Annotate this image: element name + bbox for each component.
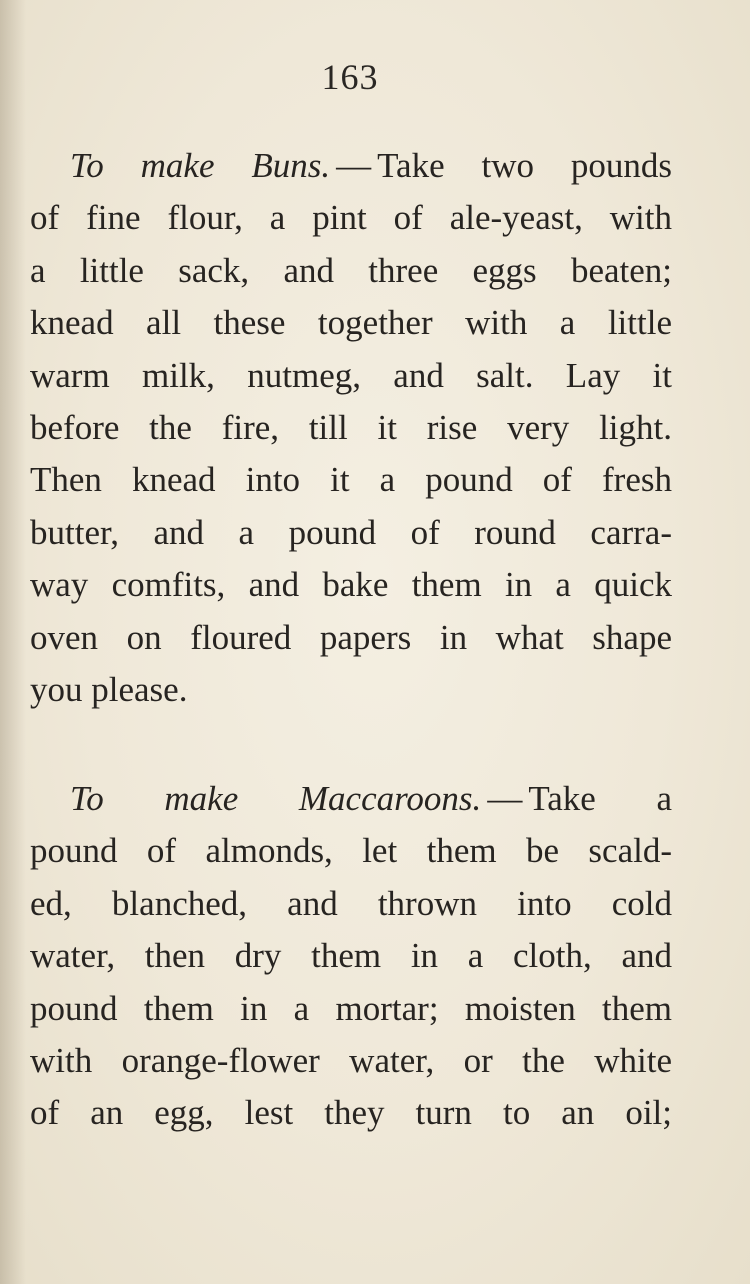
recipe-line: of an egg, lest they turn to an oil; xyxy=(30,1093,672,1133)
recipe-line: pound them in a mortar; moisten them xyxy=(30,988,672,1028)
page-number: 163 xyxy=(321,57,379,97)
recipe-line: butter, and a pound of round carra- xyxy=(30,512,672,552)
recipe-line: Then knead into it a pound of fresh xyxy=(30,460,672,500)
recipe-line: pound of almonds, let them be scald- xyxy=(30,831,672,871)
recipe-maccaroons xyxy=(30,773,672,1140)
recipe-line: a little sack, and three eggs beaten; xyxy=(30,250,672,290)
recipe-buns xyxy=(30,140,672,716)
recipe-line: you please. xyxy=(30,669,188,709)
em-dash: — xyxy=(336,146,372,185)
recipe-line: oven on floured papers in what shape xyxy=(30,617,672,657)
recipe-first-line xyxy=(30,773,672,825)
recipe-first-line xyxy=(30,140,672,192)
recipe-line: ed, blanched, and thrown into cold xyxy=(30,883,672,923)
em-dash: — xyxy=(487,779,523,818)
recipe-line: Take a xyxy=(528,779,672,818)
recipe-heading: To make Buns. xyxy=(70,146,331,185)
recipe-line: Take two pounds xyxy=(377,146,672,185)
recipe-line: with orange-flower water, or the white xyxy=(30,1040,672,1080)
recipe-line: water, then dry them in a cloth, and xyxy=(30,936,672,976)
recipe-heading: To make Maccaroons. xyxy=(70,779,482,818)
recipe-line: knead all these together with a little xyxy=(30,303,672,343)
recipe-line: of fine flour, a pint of ale-yeast, with xyxy=(30,198,672,238)
recipe-line: way comfits, and bake them in a quick xyxy=(30,565,672,605)
recipe-line: warm milk, nutmeg, and salt. Lay it xyxy=(30,355,672,395)
page-gutter-shadow xyxy=(0,0,26,1284)
recipe-line: before the fire, till it rise very light. xyxy=(30,407,672,447)
